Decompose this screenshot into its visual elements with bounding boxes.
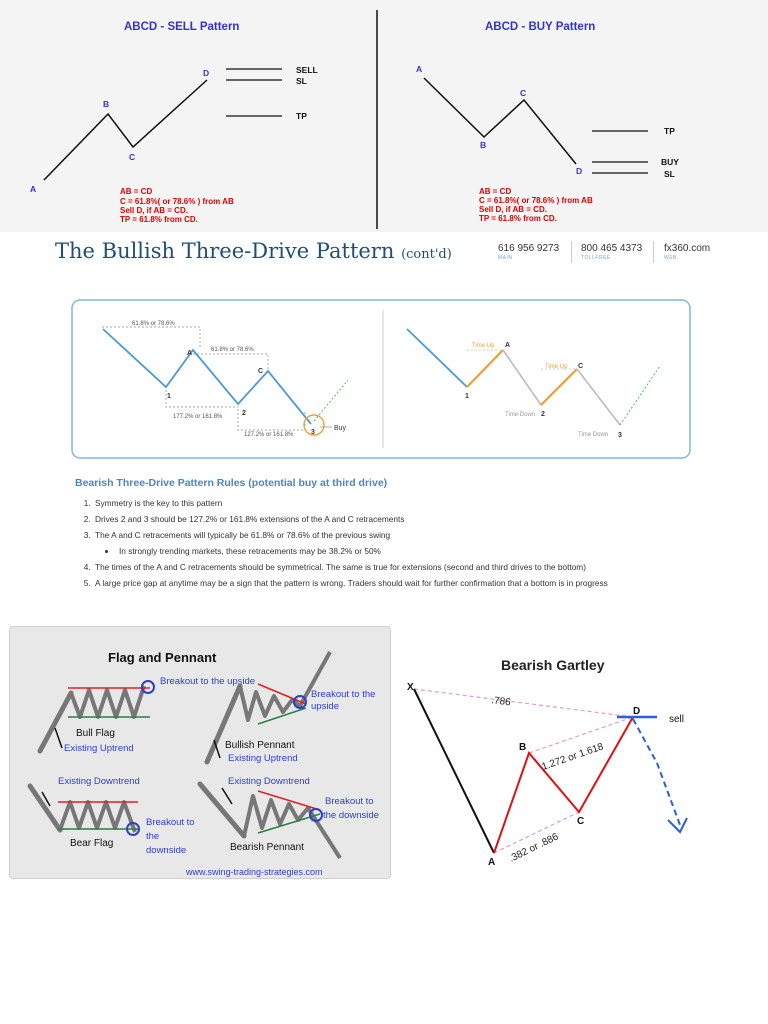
right-label-1: 1: [465, 393, 469, 400]
bear-flag-breakout-label-2: the: [146, 831, 160, 842]
left-label-1: 1: [167, 393, 171, 400]
rule-item: 4. The times of the A and C retracements should be symmetrical. The same is true for extensions (second and third drives to the bottom): [93, 559, 735, 575]
buy-sl-label: SL: [664, 169, 675, 179]
tp-level-label: TP: [296, 111, 307, 121]
right-label-3: 3: [618, 432, 622, 439]
sell-rule-1: AB = CD: [120, 187, 153, 196]
bullish-pennant-trend-label: Existing Uptrend: [228, 753, 298, 764]
sell-level-label: SELL: [296, 65, 318, 75]
gartley-point-a: A: [488, 857, 496, 868]
gartley-title: Bearish Gartley: [501, 657, 605, 673]
left-ext2-label: 127.2% or 161.8%: [244, 432, 294, 438]
buy-pattern-title: ABCD - BUY Pattern: [485, 21, 596, 33]
bearish-pennant-arrow: [222, 788, 232, 804]
buy-tp-label: TP: [664, 126, 675, 136]
three-drive-rules: [75, 477, 735, 591]
sell-rule-3: Sell D, if AB = CD.: [120, 206, 188, 215]
left-ext1-label: 177.2% or 161.8%: [173, 414, 223, 420]
bullish-pennant-breakout-label-1: Breakout to the: [311, 689, 376, 700]
contact-web-label: WEB: [664, 255, 677, 261]
buy-point-c: C: [520, 88, 527, 98]
rule-item: 1. Symmetry is the key to this pattern: [93, 495, 735, 511]
sell-rule-4: TP = 61.8% from CD.: [120, 215, 198, 224]
bearish-pennant-label: Bearish Pennant: [230, 842, 304, 853]
buy-rule-1: AB = CD: [479, 187, 512, 196]
bearish-pennant-breakout-label-2: the downside: [323, 810, 379, 821]
contact-tollfree-number: 800 465 4373: [581, 243, 643, 254]
gartley-xd-line: [414, 689, 633, 717]
gartley-sell-label: sell: [669, 714, 685, 725]
buy-rule-4: TP = 61.8% from CD.: [479, 214, 557, 223]
bullish-pennant-breakout-label-2: upside: [311, 701, 339, 712]
gartley-point-c: C: [577, 816, 585, 827]
rule-item: 2. Drives 2 and 3 should be 127.2% or 161.8% extensions of the A and C retracements: [93, 511, 735, 527]
three-drive-title-main: The Bullish Three-Drive Pattern: [55, 239, 395, 263]
left-ret2-label: 61.8% or 78.6%: [211, 347, 254, 353]
bearish-pennant-breakout-label-1: Breakout to: [325, 796, 374, 807]
left-label-3: 3: [311, 429, 315, 436]
bear-flag-breakout-label-3: downside: [146, 845, 187, 856]
right-time-up-label-1: Time Up: [472, 343, 495, 349]
rule-item: [93, 527, 735, 559]
rules-list: [75, 495, 735, 591]
gartley-projection: [633, 719, 680, 825]
buy-rule-2: C = 61.8%( or 78.6% ) from AB: [479, 196, 593, 205]
right-label-c: C: [578, 363, 584, 370]
buy-level-label: BUY: [661, 157, 679, 167]
gartley-xd-ratio: .786: [490, 695, 512, 709]
right-label-a: A: [505, 342, 511, 349]
bearish-gartley-diagram: [395, 640, 768, 880]
contact-main-label: MAIN: [498, 255, 513, 261]
three-drive-diagrams: [0, 0, 768, 470]
flag-pennant-title: Flag and Pennant: [108, 650, 217, 665]
buy-label: Buy: [334, 425, 347, 432]
sell-point-c: C: [129, 152, 136, 162]
website-link[interactable]: www.swing-trading-strategies.com: [186, 867, 323, 877]
bull-flag-arrow: [55, 728, 62, 748]
sell-point-a: A: [30, 184, 37, 194]
buy-point-b: B: [480, 140, 487, 150]
right-time-down-label-1: Time Down: [505, 412, 536, 418]
bearish-pennant-trend-label: Existing Downtrend: [228, 776, 310, 787]
buy-rule-3: Sell D, if AB = CD.: [479, 205, 547, 214]
bear-flag-breakout-label-1: Breakout to: [146, 817, 195, 828]
flag-pennant-diagram: [0, 620, 395, 882]
gartley-point-d: D: [633, 706, 641, 717]
gartley-ac-ratio: .382 or .886: [507, 831, 561, 865]
bear-flag-zigzag: [60, 802, 135, 832]
sell-point-d: D: [203, 68, 210, 78]
bullish-pennant-label: Bullish Pennant: [225, 740, 295, 751]
gartley-abcd-legs: [494, 717, 633, 853]
bear-flag-pole: [30, 786, 60, 830]
right-label-2: 2: [541, 411, 545, 418]
bull-flag-zigzag: [71, 686, 144, 717]
gartley-bd-ratio: 1.272 or 1.618: [540, 741, 605, 773]
bull-flag-label: Bull Flag: [76, 728, 115, 739]
left-label-a: A: [187, 350, 193, 357]
contact-tollfree-label: TOLLFREE: [581, 255, 611, 261]
sell-pattern-title: ABCD - SELL Pattern: [124, 21, 240, 33]
left-label-2: 2: [242, 410, 246, 417]
bullish-pennant-upper: [258, 684, 306, 704]
bear-flag-label: Bear Flag: [70, 838, 114, 849]
gartley-point-b: B: [519, 742, 527, 753]
rule-item: 5. A large price gap at anytime may be a sign that the pattern is wrong. Traders should wait for further confirmation that a bottom is in progress: [93, 575, 735, 591]
right-time-down-label-2: Time Down: [578, 432, 609, 438]
rule-sublist: [95, 543, 735, 559]
sl-level-label: SL: [296, 76, 307, 86]
rules-title: Bearish Three-Drive Pattern Rules (potential buy at third drive): [75, 477, 388, 489]
right-time-up-label-2: Time Up: [545, 364, 568, 370]
bear-flag-trend-label: Existing Downtrend: [58, 776, 140, 787]
buy-point-a: A: [416, 64, 423, 74]
left-ret1-label: 61.8% or 78.6%: [132, 321, 175, 327]
three-drive-subtitle: (cont'd): [401, 247, 452, 262]
sell-point-b: B: [103, 99, 110, 109]
gartley-point-x: X: [407, 682, 414, 693]
contact-web-link[interactable]: fx360.com: [664, 243, 711, 254]
rule-item-text: The A and C retracements will typically be 61.8% or 78.6% of the previous swing: [95, 530, 391, 540]
left-label-c: C: [258, 368, 264, 375]
bull-flag-breakout-label: Breakout to the upside: [160, 676, 256, 687]
bearish-pennant-pole: [200, 784, 244, 836]
rule-subitem: • In strongly trending markets, these retracements may be 38.2% or 50%: [117, 543, 735, 559]
sell-rule-2: C = 61.8%( or 78.6% ) from AB: [120, 197, 234, 206]
bull-flag-trend-label: Existing Uptrend: [64, 743, 134, 754]
gartley-xa-leg: [414, 689, 494, 853]
contact-main-number: 616 956 9273: [498, 243, 560, 254]
buy-point-d: D: [576, 166, 583, 176]
